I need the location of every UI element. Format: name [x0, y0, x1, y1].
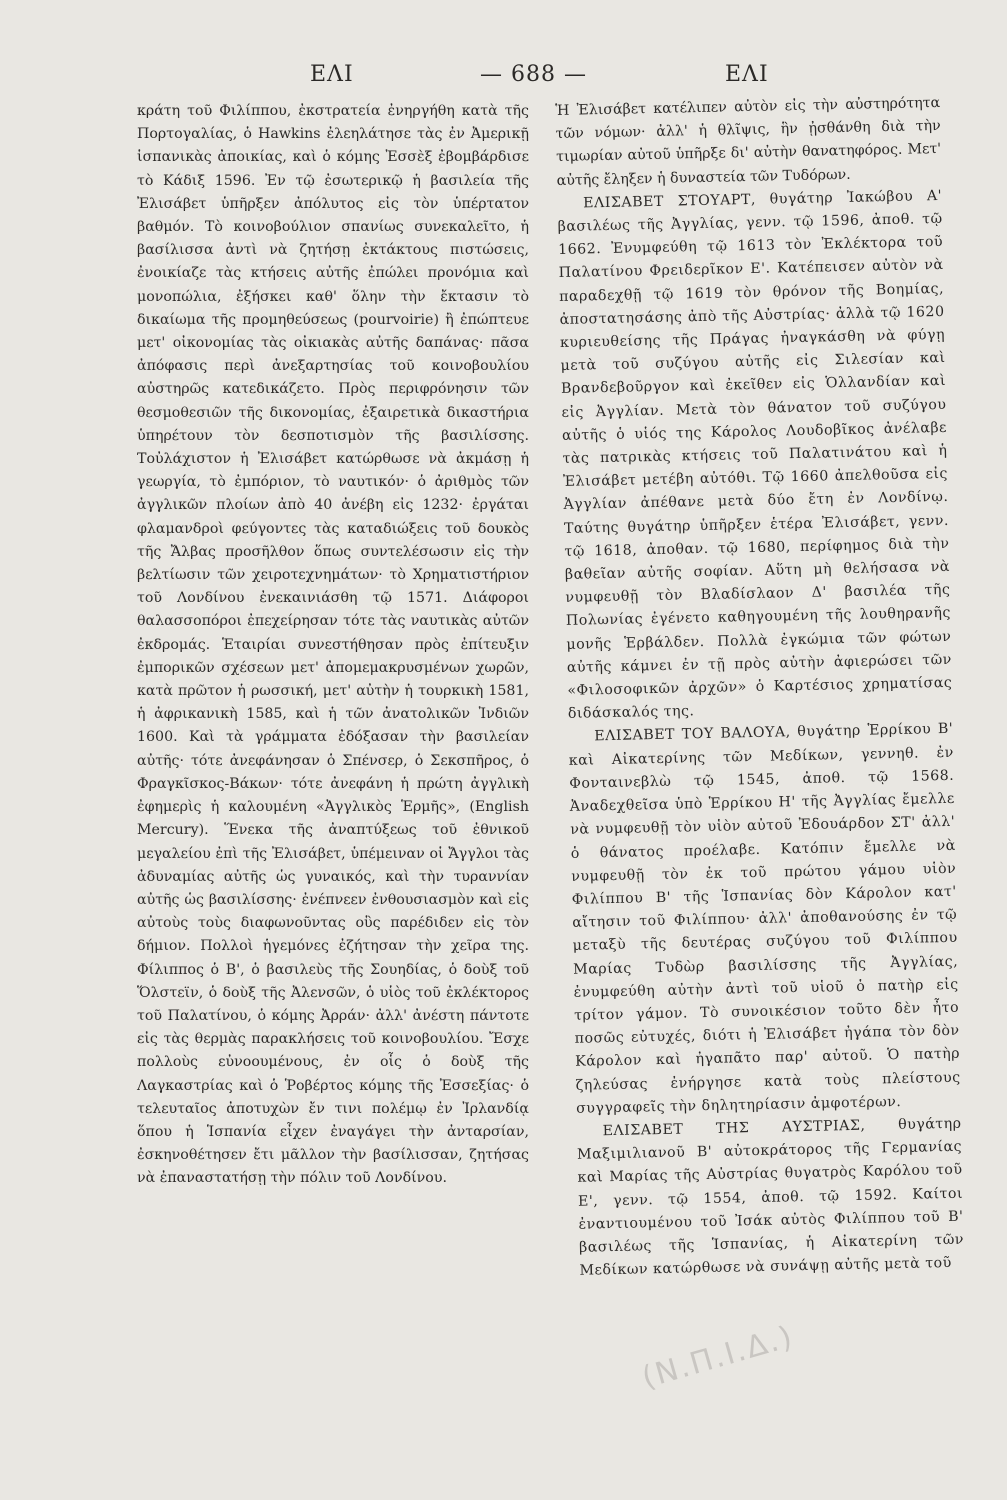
running-head-left: ΕΛΙ: [310, 62, 354, 87]
entry-austria: ΕΛΙΣΑΒΕΤ ΤΗΣ ΑΥΣΤΡΙΑΣ, θυγάτηρ Μαξιμιλιανοῦ Β' αὐτοκράτορος τῆς Γερμανίας καὶ Μαρίας τῆς Αὐστρίας θυγατρὸς Καρόλου τοῦ Ε', γενν. τῷ 1554, ἀποθ. τῷ 1592. Καίτοι ἐναντιουμένου τοῦ Ἰσάκ αὐτὸς Φιλίππου τοῦ Β' βασιλέως τῆς Ἱσπανίας, ἡ Αἰκατερίνη τῶν Μεδίκων κατώρθωσε νὰ συνάψῃ αὐτῆς μετὰ τοῦ: [576, 1115, 965, 1279]
right-column: [555, 92, 965, 1283]
paragraph: Ἡ Ἐλισάβετ κατέλιπεν αὐτὸν εἰς τὴν αὐστηρότητα τῶν νόμων· ἀλλ' ἡ θλῖψις, ἣν ᾐσθάνθη διὰ τὴν τιμωρίαν αὐτοῦ ὑπῆρξε δι' αὐτὴν θανατηφόρος. Μετ' αὐτῆς ἔληξεν ἡ δυναστεία τῶν Τυδόρων.: [555, 94, 942, 189]
library-stamp-watermark: (Ν.Π.Ι.Δ.): [638, 1319, 798, 1396]
running-head-right: ΕΛΙ: [725, 62, 769, 87]
paragraph: κράτη τοῦ Φιλίππου, ἐκστρατεία ἐνηργήθη κατὰ τῆς Πορτογαλίας, ὁ Hawkins ἐλεηλάτησε τὰς ἐν Ἀμερικῇ ἱσπανικὰς ἀποικίας, καὶ ὁ κόμης Ἐσσὲξ ἐβομβάρδισε τὸ Κάδιξ 1596. Ἐν τῷ ἐσωτερικῷ ἡ βασιλεία τῆς Ἐλισάβετ ὑπῆρξεν ἀπόλυτος εἰς τὸν ὑπέρτατον βαθμόν. Τὸ κοινοβούλιον σπανίως συνεκαλεῖτο, ἡ βασίλισσα ἀντὶ νὰ ζητήσῃ ἐκτάκτους πιστώσεις, ἐνοικίαζε τὰς κτήσεις αὐτῆς ἐπώλει προνόμια καὶ μονοπώλια, ἐξήσκει καθ' ὅλην τὴν ἔκτασιν τὸ δικαίωμα τῆς προμηθεύσεως (pourvoirie) ἢ ἐπώπτευε μετ' οἰκονομίας τὰς οἰκιακὰς αὐτῆς δαπάνας· πᾶσα ἀπόφασις περὶ ἀνεξαρτησίας τοῦ κοινοβουλίου αὐστηρῶς κατεδικάζετο. Πρὸς περιφρόνησιν τῶν θεσμοθεσιῶν τῆς δικονομίας, ἐξαιρετικὰ δικαστήρια ὑπηρέτουν τὸν δεσποτισμὸν τῆς βασιλίσσης. Τοὐλάχιστον ἡ Ἐλισάβετ κατώρθωσε νὰ ἀκμάσῃ ἡ γεωργία, τὸ ἐμπόριον, τὸ ναυτικόν· ὁ ἀριθμὸς τῶν ἀγγλικῶν πλοίων ἀπὸ 40 ἀνέβη εἰς 1232· ἐργάται φλαμανδροὶ φεύγοντες τὰς καταδιώξεις τοῦ δουκὸς τῆς Ἄλβας προσῆλθον ὅπως συντελέσωσιν εἰς τὴν βελτίωσιν τῶν χειροτεχνημάτων· τὸ Χρηματιστήριον τοῦ Λονδίνου ἐνεκαινιάσθη τῷ 1571. Διάφοροι θαλασσοπόροι ἐπεχείρησαν τότε τὰς ναυτικὰς αὐτῶν ἐκδρομάς. Ἑταιρίαι συνεστήθησαν πρὸς ἐπίτευξιν ἐμπορικῶν σχέσεων μετ' ἀπομεμακρυσμένων χωρῶν, κατὰ πρῶτον ἡ ρωσσική, μετ' αὐτὴν ἡ τουρκικὴ 1581, ἡ ἀφρικανικὴ 1585, καὶ ἡ τῶν ἀνατολικῶν Ἰνδιῶν 1600. Καὶ τὰ γράμματα ἐδόξασαν τὴν βασιλείαν αὐτῆς· τότε ἀνεφάνησαν ὁ Σπένσερ, ὁ Σεκσπῆρος, ὁ Φραγκῖσκος-Βάκων· τότε ἀνεφάνη ἡ πρώτη ἀγγλικὴ ἐφημερὶς ἡ καλουμένη «Ἀγγλικὸς Ἑρμῆς», (English Mercury). Ἕνεκα τῆς ἀναπτύξεως τοῦ ἐθνικοῦ μεγαλείου ἐπὶ τῆς Ἐλισάβετ, ὑπέμειναν οἱ Ἄγγλοι τὰς ἀδυναμίας αὐτῆς ὡς γυναικός, καὶ τὴν τυραννίαν αὐτῆς ὡς βασιλίσσης· ἐνέπνεεν ἐνθουσιασμὸν καὶ εἰς αὐτοὺς τοὺς διαφωνοῦντας οὓς παρέδιδεν εἰς τὸν δήμιον. Πολλοὶ ἡγεμόνες ἐζήτησαν τὴν χεῖρα της. Φίλιππος ὁ Β', ὁ βασιλεὺς τῆς Σουηδίας, ὁ δοὺξ τοῦ Ὅλστεϊν, ὁ δοὺξ τῆς Ἀλενσῶν, ὁ υἱὸς τοῦ ἐκλέκτορος τοῦ Παλατίνου, ὁ κόμης Ἀρράν· ἀλλ' ἀνέστη πάντοτε εἰς τὰς θερμὰς παρακλήσεις τοῦ κοινοβουλίου. Ἔσχε πολλοὺς εὐνοουμένους, ἐν οἷς ὁ δοὺξ τῆς Λαγκαστρίας καὶ ὁ Ῥοβέρτος κόμης τῆς Ἐσσεξίας· ὁ τελευταῖος ἀποτυχὼν ἔν τινι πολέμῳ ἐν Ἰρλανδίᾳ ὅπου ἡ Ἱσπανία εἶχεν ἐναγάγει τὴν ἀνταρσίαν, ἐσκηνοθέτησεν ἔτι μᾶλλον τὴν βασίλισσαν, ζητήσας νὰ ἐπαναστατήσῃ τὴν πόλιν τοῦ Λονδίνου.: [137, 103, 529, 1187]
entry-stuart: ΕΛΙΣΑΒΕΤ ΣΤΟΥΑΡΤ, θυγάτηρ Ἰακώβου Α' βασιλέως τῆς Ἀγγλίας, γενν. τῷ 1596, ἀποθ. τῷ 1662. Ἐνυμφεύθη τῷ 1613 τὸν Ἐκλέκτορα τοῦ Παλατίνου Φρειδερῖκον Ε'. Κατέπεισεν αὐτὸν νὰ παραδεχθῇ τῷ 1619 τὸν θρόνον τῆς Βοημίας, ἀποστατησάσης ἀπὸ τῆς Αὐστρίας· ἀλλὰ τῷ 1620 κυριευθείσης τῆς Πράγας ἠναγκάσθη νὰ φύγῃ μετὰ τοῦ συζύγου αὐτῆς εἰς Σιλεσίαν καὶ Βρανδεβοῦργον καὶ ἐκεῖθεν εἰς Ὁλλανδίαν καὶ εἰς Ἀγγλίαν. Μετὰ τὸν θάνατον τοῦ συζύγου αὐτῆς ὁ υἱός της Κάρολος Λουδοβῖκος ἀνέλαβε τὰς πατρικὰς κτήσεις τοῦ Παλατινάτου καὶ ἡ Ἐλισάβετ μετέβη αὐτόθι. Τῷ 1660 ἀπελθοῦσα εἰς Ἀγγλίαν ἀπέθανε μετὰ δύο ἔτη ἐν Λονδίνῳ. Ταύτης θυγάτηρ ὑπῆρξεν ἑτέρα Ἐλισάβετ, γενν. τῷ 1618, ἀποθαν. τῷ 1680, περίφημος διὰ τὴν βαθεῖαν αὐτῆς σοφίαν. Αὕτη μὴ θελήσασα νὰ νυμφευθῇ τὸν Βλαδίσλαον Δ' βασιλέα τῆς Πολωνίας ἐγένετο καθηγουμένη τῆς λουθηρανῆς μονῆς Ἑρβάλδεν. Πολλὰ ἐγκώμια τῶν φώτων αὐτῆς κάμνει ἐν τῇ πρὸς αὐτὴν ἀφιερώσει τῶν «Φιλοσοφικῶν ἀρχῶν» ὁ Καρτέσιος χρηματίσας διδάσκαλός της.: [557, 187, 953, 723]
page-header: [150, 62, 940, 92]
page-number: — 688 —: [480, 62, 587, 87]
left-column: [137, 100, 529, 1191]
entry-valois: ΕΛΙΣΑΒΕΤ ΤΟΥ ΒΑΛΟΥΑ, θυγάτηρ Ἑρρίκου Β' καὶ Αἰκατερίνης τῶν Μεδίκων, γεννηθ. ἐν Φονταινεβλὼ τῷ 1545, ἀποθ. τῷ 1568. Ἀναδεχθεῖσα ὑπὸ Ἑρρίκου Η' τῆς Ἀγγλίας ἔμελλε νὰ νυμφευθῇ τὸν υἱὸν αὐτοῦ Ἐδουάρδον ΣΤ' ἀλλ' ὁ θάνατος προέλαβε. Κατόπιν ἔμελλε νὰ νυμφευθῇ τὸν ἐκ τοῦ πρώτου γάμου υἱὸν Φιλίππου Β' τῆς Ἱσπανίας δὸν Κάρολον κατ' αἴτησιν τοῦ Φιλίππου· ἀλλ' ἀποθανούσης ἐν τῷ μεταξὺ τῆς δευτέρας συζύγου τοῦ Φιλίππου Μαρίας Τυδὼρ βασιλίσσης τῆς Ἀγγλίας, ἐνυμφεύθη αὐτὴν ἀντὶ τοῦ υἱοῦ ὁ πατὴρ εἰς τρίτον γάμον. Τὸ συνοικέσιον τοῦτο δὲν ἦτο ποσῶς εὐτυχές, διότι ἡ Ἐλισάβετ ἠγάπα τὸν δὸν Κάρολον καὶ ἠγαπᾶτο παρ' αὐτοῦ. Ὁ πατὴρ ζηλεύσας ἐνήργησε κατὰ τοὺς πλείστους συγγραφεῖς τὴν δηλητηρίασιν ἀμφοτέρων.: [568, 721, 961, 1117]
